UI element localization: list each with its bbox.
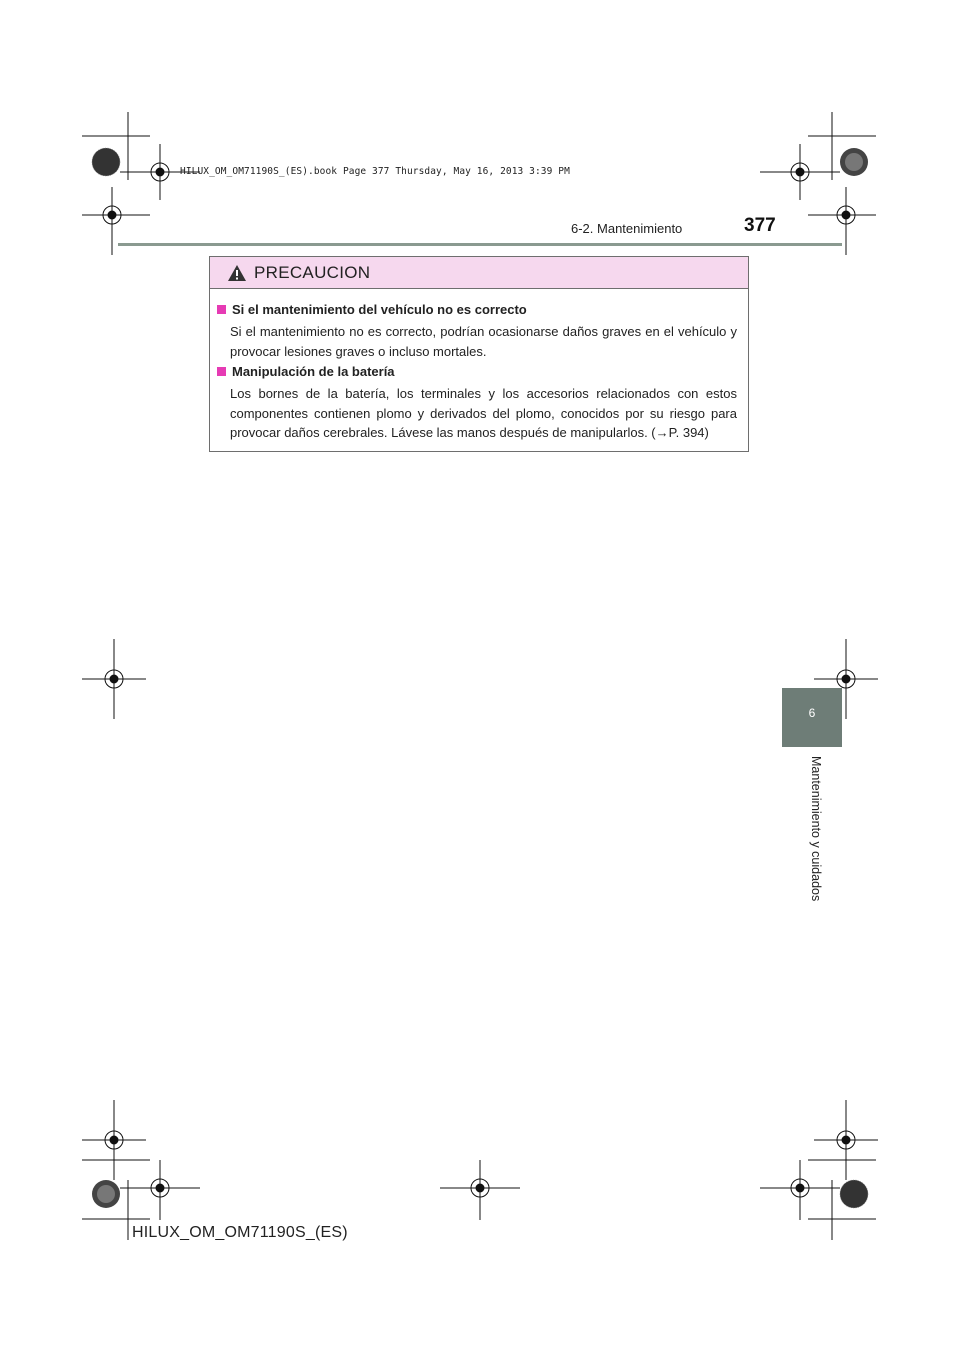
caution-title: PRECAUCION: [254, 263, 371, 282]
page-number: 377: [744, 215, 776, 236]
bullet-square-icon: [217, 305, 226, 314]
caution-item-body: Si el mantenimiento no es correcto, podrían ocasionarse daños graves en el vehículo y provocar lesiones graves o incluso mortales.: [230, 324, 737, 359]
caution-item-body: Los bornes de la batería, los terminales y los accesorios relacionados con estos componentes contienen plomo y derivados del plomo, conocidos por su riesgo para provocar daños cerebrales. Lávese las manos después de manipularlos. (→P. 394): [230, 386, 737, 440]
caution-item-heading: Si el mantenimiento del vehículo no es correcto: [232, 302, 527, 317]
caution-box: [209, 256, 749, 452]
caution-header: [210, 257, 748, 289]
footer-document-code: HILUX_OM_OM71190S_(ES): [132, 1224, 348, 1241]
caution-item: [217, 363, 737, 443]
chapter-tab: [782, 688, 842, 747]
bullet-square-icon: [217, 367, 226, 376]
header-rule: [118, 243, 842, 246]
print-info-line: HILUX_OM_OM71190S_(ES).book Page 377 Thursday, May 16, 2013 3:39 PM: [180, 166, 570, 177]
caution-item-heading: Manipulación de la batería: [232, 364, 395, 379]
chapter-number: 6: [808, 706, 816, 720]
warning-triangle-icon: [228, 265, 246, 281]
chapter-label: Mantenimiento y cuidados: [809, 756, 823, 902]
caution-item: [217, 301, 737, 361]
section-title: 6-2. Mantenimiento: [571, 221, 683, 236]
